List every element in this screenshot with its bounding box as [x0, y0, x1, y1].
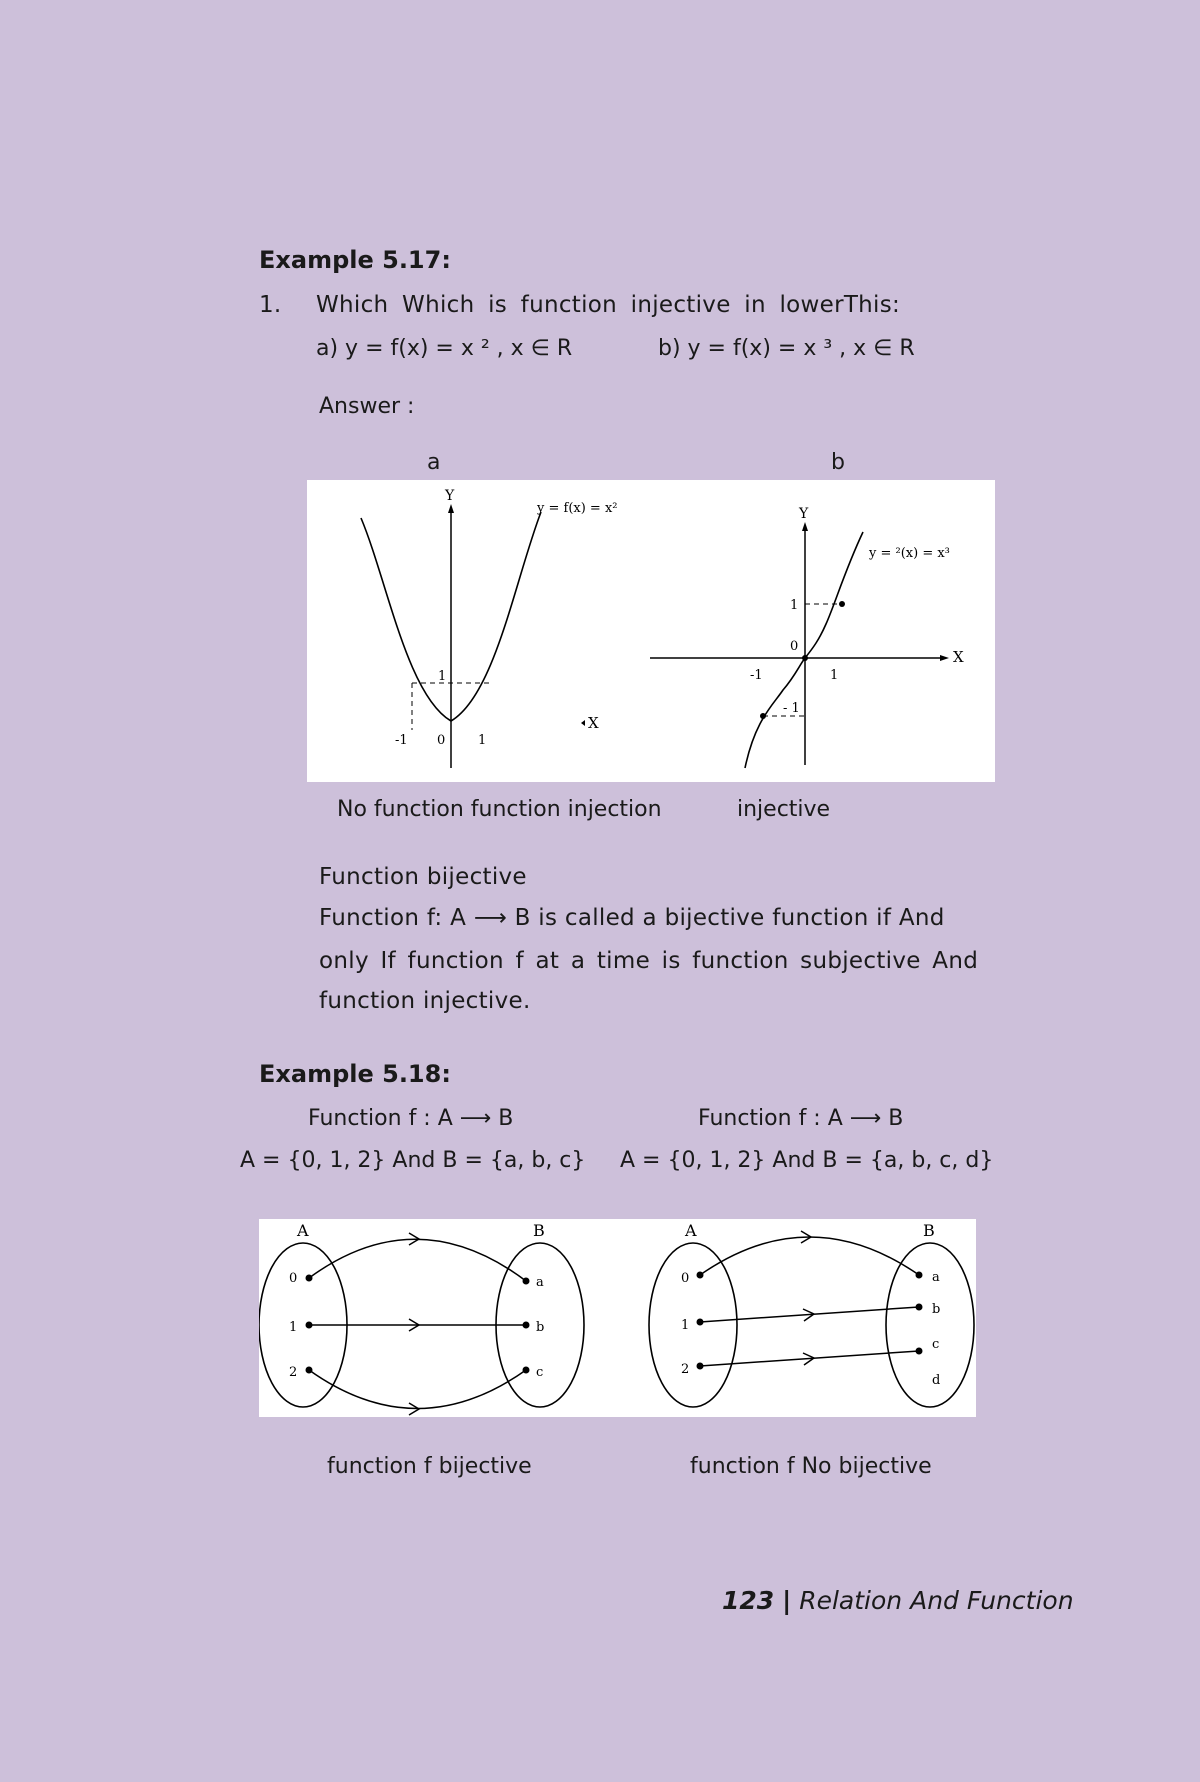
bijective-line-3: function injective.: [319, 988, 531, 1014]
left-set-b-label: B: [533, 1221, 545, 1240]
answer-label: Answer :: [319, 394, 415, 419]
caption-not-bijective: function f No bijective: [690, 1454, 932, 1479]
graph-b-tick-1: 1: [830, 668, 839, 683]
graph-b-y-arrow: [802, 522, 808, 531]
graph-b-tick-yneg1: - 1: [783, 701, 800, 716]
right-set-a-label: A: [685, 1221, 697, 1240]
graph-a-label: a: [427, 450, 441, 475]
left-a-2: 2: [289, 1365, 298, 1380]
right-a-0: 0: [681, 1271, 690, 1286]
footer-separator: |: [782, 1586, 792, 1615]
graph-b-tick-neg1: -1: [750, 668, 763, 683]
caption-graph-a: No function function injection: [337, 797, 662, 822]
graph-a-curve-label: y = f(x) = x²: [537, 501, 618, 516]
question-text: Which Which is function injective in lowerThis:: [316, 292, 901, 318]
question-number: 1.: [259, 292, 282, 318]
right-set-b-ellipse: [886, 1243, 974, 1407]
right-b-d: d: [932, 1373, 941, 1388]
graph-b-tick-0: 0: [790, 639, 799, 654]
chapter-title: Relation And Function: [799, 1586, 1074, 1615]
left-a-1: 1: [289, 1320, 298, 1335]
right-set-a-ellipse: [649, 1243, 737, 1407]
cubic-graph: [650, 506, 964, 768]
left-arrow-2-c: [309, 1370, 526, 1409]
right-sets: A = {0, 1, 2} And B = {a, b, c, d}: [620, 1148, 994, 1173]
graph-b-point-1: [839, 601, 845, 607]
left-b-a: a: [536, 1275, 544, 1290]
diagram-bijective: [259, 1221, 584, 1415]
example-title-2: Example 5.18:: [259, 1060, 451, 1088]
caption-graph-b: injective: [737, 797, 831, 822]
left-function: Function f : A ⟶ B: [308, 1106, 514, 1131]
mapping-diagrams: [259, 1219, 976, 1417]
graph-a-tick-y1: 1: [438, 669, 447, 684]
bijective-heading: Function bijective: [319, 864, 527, 890]
left-b-b: b: [536, 1320, 545, 1335]
option-a: a) y = f(x) = x ² , x ∈ R: [316, 336, 573, 361]
right-set-b-label: B: [923, 1221, 935, 1240]
page-number: 123: [722, 1586, 775, 1615]
left-a-0: 0: [289, 1271, 298, 1286]
graphs-svg: [307, 480, 995, 782]
mapping-svg: [259, 1219, 976, 1417]
graph-a-y-label: Y: [445, 488, 455, 504]
right-function: Function f : A ⟶ B: [698, 1106, 904, 1131]
left-set-a-label: A: [297, 1221, 309, 1240]
graph-a-x-arrow: [581, 720, 585, 726]
graph-b-y-label: Y: [799, 506, 809, 522]
left-arrow-0-a: [309, 1239, 526, 1281]
left-sets: A = {0, 1, 2} And B = {a, b, c}: [240, 1148, 586, 1173]
cubic-curve: [745, 532, 863, 768]
graph-a-y-arrow: [448, 504, 454, 513]
option-b: b) y = f(x) = x ³ , x ∈ R: [658, 336, 915, 361]
bijective-line-1: Function f: A ⟶ B is called a bijective function if And: [319, 905, 945, 931]
graph-b-x-label: X: [953, 648, 964, 666]
right-a-2: 2: [681, 1362, 690, 1377]
graph-b-tick-y1: 1: [790, 598, 799, 613]
graph-b-x-arrow: [940, 655, 949, 661]
diagram-not-bijective: [649, 1221, 974, 1407]
right-b-b: b: [932, 1302, 941, 1317]
graph-a-x-label: X: [588, 714, 599, 732]
bijective-line-2: only If function f at a time is function subjective And: [319, 948, 979, 974]
graph-a-tick-0: 0: [437, 733, 446, 748]
graph-b-point-0: [802, 655, 808, 661]
graph-a-tick-neg1: -1: [395, 733, 408, 748]
parabola-graph: [361, 488, 618, 768]
right-b-a: a: [932, 1270, 940, 1285]
graphs-figure: [307, 480, 995, 782]
graph-a-tick-1: 1: [478, 733, 487, 748]
caption-bijective: function f bijective: [327, 1454, 532, 1479]
right-arrow-0-a: [700, 1237, 919, 1275]
graph-b-curve-label: y = ²(x) = x³: [869, 546, 950, 561]
right-a-1: 1: [681, 1318, 690, 1333]
graph-b-label: b: [831, 450, 845, 475]
page-footer: [722, 1586, 1074, 1615]
right-b-c: c: [932, 1337, 940, 1352]
example-title: Example 5.17:: [259, 246, 451, 274]
left-b-c: c: [536, 1365, 544, 1380]
graph-b-point-neg1: [760, 713, 766, 719]
